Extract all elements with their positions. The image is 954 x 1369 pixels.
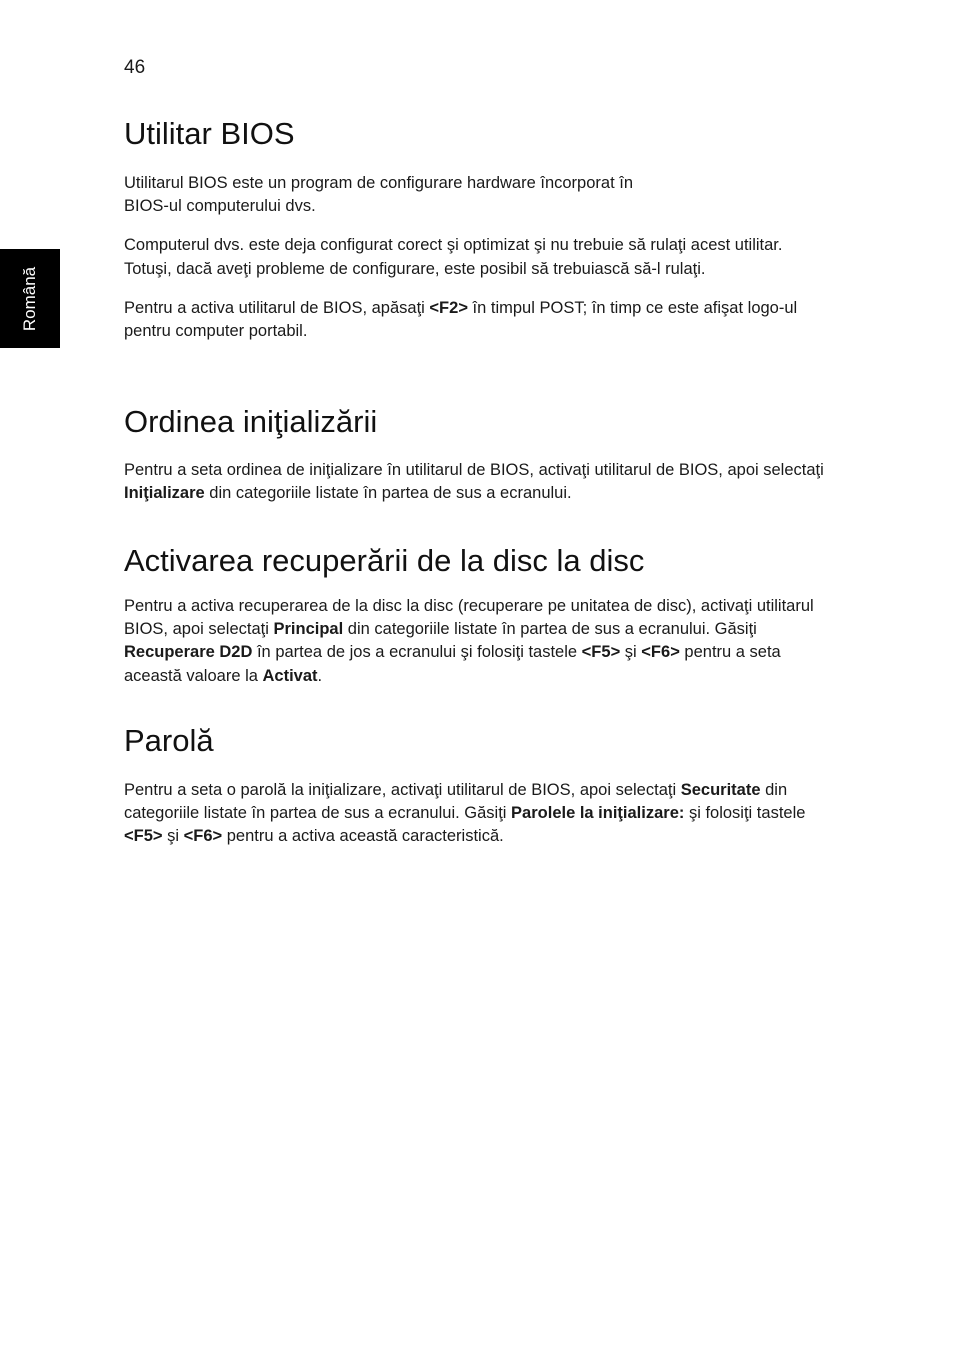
emphasis-text: Principal bbox=[273, 620, 344, 639]
body-text: pentru a seta această valoare la bbox=[124, 643, 781, 685]
emphasis-text: <F2> bbox=[429, 298, 468, 317]
emphasis-text: Activat bbox=[262, 666, 318, 685]
body-text: şi bbox=[162, 827, 184, 846]
section-paragraph bbox=[124, 234, 824, 280]
section-paragraph bbox=[124, 779, 824, 849]
section-d2d-recovery bbox=[124, 543, 824, 688]
section-paragraph bbox=[124, 459, 824, 505]
body-text: din categoriile listate în partea de sus a ecranului. Găsiţi bbox=[343, 620, 757, 639]
section-password bbox=[124, 723, 824, 849]
body-text: în timpul POST; în timp ce este afişat logo-ul pentru computer portabil. bbox=[124, 298, 798, 341]
section-boot-order bbox=[124, 404, 824, 505]
section-heading: Activarea recuperării de la disc la disc bbox=[124, 543, 645, 578]
body-text: şi folosiţi tastele bbox=[684, 804, 806, 823]
emphasis-text: Iniţializare bbox=[124, 484, 205, 503]
body-text: Pentru a activa utilitarul de BIOS, apăsaţi bbox=[124, 298, 430, 317]
section-paragraph bbox=[124, 172, 824, 218]
section-heading: Ordinea iniţializării bbox=[124, 404, 378, 439]
body-text: în partea de jos a ecranului şi folosiţi tastele bbox=[252, 643, 582, 662]
language-side-tab bbox=[0, 249, 60, 348]
body-text: din categoriile listate în partea de sus a ecranului. bbox=[204, 484, 572, 503]
section-heading: Utilitar BIOS bbox=[124, 116, 295, 151]
emphasis-text: Recuperare D2D bbox=[124, 643, 253, 662]
section-paragraph bbox=[124, 595, 824, 688]
emphasis-text: <F5> bbox=[124, 827, 163, 846]
body-text: . bbox=[317, 666, 323, 685]
body-text: Computerul dvs. este deja configurat corect şi optimizat şi nu trebuie să rulaţi acest utilitar. Totuşi, dacă aveţi probleme de configurare, este posibil să trebuiască să-l rulaţi. bbox=[124, 236, 783, 278]
emphasis-text: <F5> bbox=[581, 643, 621, 662]
emphasis-text: <F6> bbox=[183, 827, 223, 846]
body-text: şi bbox=[620, 643, 642, 662]
emphasis-text: Parolele la iniţializare: bbox=[511, 804, 685, 823]
body-text: din categoriile listate în partea de sus a ecranului. Găsiţi bbox=[124, 781, 788, 823]
body-text: pentru a activa această caracteristică. bbox=[222, 827, 504, 846]
language-side-tab-label: Română bbox=[20, 266, 39, 332]
body-text: Pentru a activa recuperarea de la disc la disc (recuperare pe unitatea de disc), activaţi utilitarul BIOS, apoi selectaţi bbox=[124, 597, 814, 639]
section-bios-utility bbox=[124, 116, 824, 343]
body-text: Pentru a seta o parolă la iniţializare, activaţi utilitarul de BIOS, apoi selectaţi bbox=[124, 781, 681, 799]
body-text: Pentru a seta ordinea de iniţializare în utilitarul de BIOS, activaţi utilitarul de BIOS, apoi selectaţi bbox=[124, 461, 824, 479]
section-heading: Parolă bbox=[124, 723, 214, 758]
section-paragraph bbox=[124, 297, 824, 343]
body-text: BIOS-ul computerului dvs. bbox=[124, 197, 316, 216]
body-text: Utilitarul BIOS este un program de configurare hardware încorporat în bbox=[124, 174, 634, 192]
emphasis-text: Securitate bbox=[680, 781, 761, 799]
page-number: 46 bbox=[124, 57, 146, 78]
emphasis-text: <F6> bbox=[641, 643, 680, 662]
